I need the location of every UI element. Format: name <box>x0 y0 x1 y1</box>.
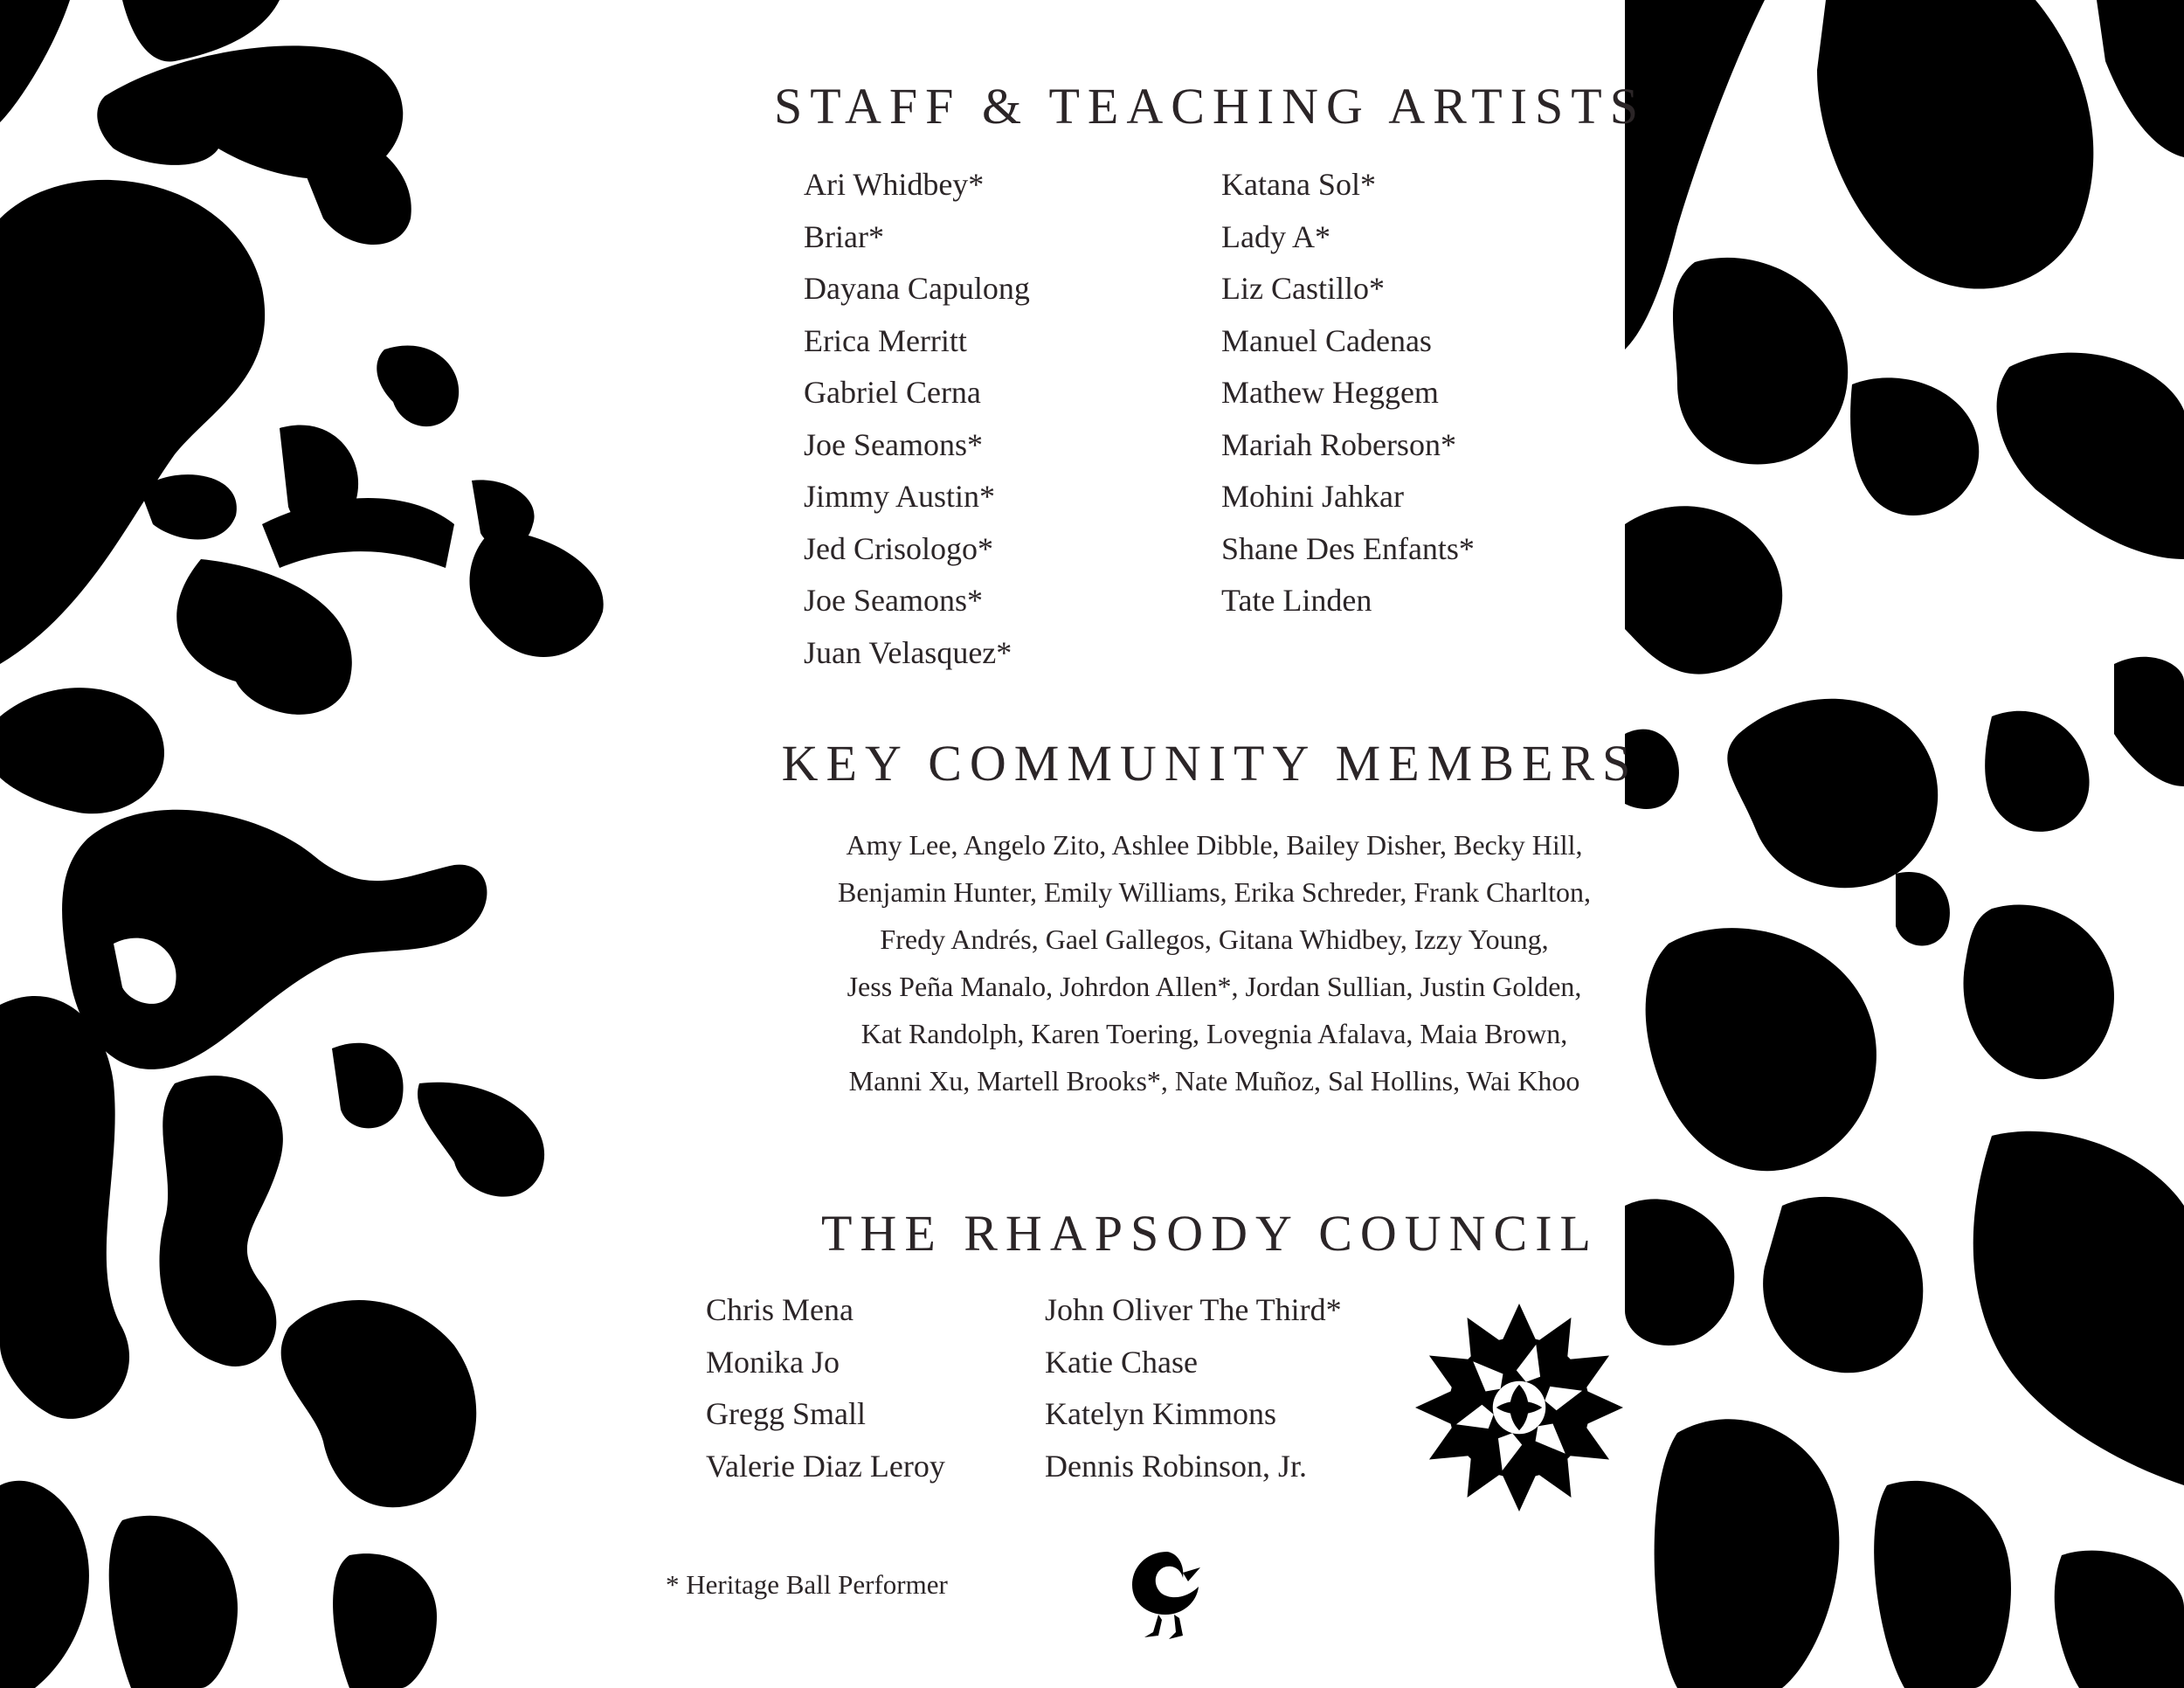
community-heading: KEY COMMUNITY MEMBERS <box>781 735 1639 792</box>
community-line: Manni Xu, Martell Brooks*, Nate Muñoz, Sal Hollins, Wai Khoo <box>848 1065 1580 1097</box>
community-line: Kat Randolph, Karen Toering, Lovegnia Afalava, Maia Brown, <box>860 1018 1568 1049</box>
council-name: Katie Chase <box>1045 1344 1198 1380</box>
council-name: Chris Mena <box>706 1292 854 1327</box>
council-name: John Oliver The Third* <box>1045 1292 1342 1327</box>
sankofa-bird-icon <box>1127 1546 1207 1643</box>
left-decorative-pattern <box>0 0 629 1688</box>
community-line: Benjamin Hunter, Emily Williams, Erika Schreder, Frank Charlton, <box>837 876 1592 908</box>
staff-name: Jed Crisologo* <box>804 530 994 566</box>
staff-name: Manuel Cadenas <box>1221 322 1432 358</box>
staff-name: Lady A* <box>1221 218 1330 254</box>
staff-name: Ari Whidbey* <box>804 167 985 202</box>
staff-name: Joe Seamons* <box>804 426 983 462</box>
staff-name: Katana Sol* <box>1221 167 1376 202</box>
council-name: Valerie Diaz Leroy <box>706 1448 945 1484</box>
staff-name: Dayana Capulong <box>804 271 1030 306</box>
council-name: Monika Jo <box>706 1344 840 1380</box>
community-line: Fredy Andrés, Gael Gallegos, Gitana Whidbey, Izzy Young, <box>880 924 1549 955</box>
staff-name: Erica Merritt <box>804 322 967 358</box>
staff-column-2 <box>1221 159 1475 627</box>
staff-name: Jimmy Austin* <box>804 479 996 514</box>
staff-name: Joe Seamons* <box>804 583 983 618</box>
council-column-1 <box>706 1284 945 1492</box>
council-name: Katelyn Kimmons <box>1045 1396 1276 1431</box>
lotus-flower-icon <box>1413 1302 1625 1513</box>
staff-name: Briar* <box>804 218 884 254</box>
staff-name: Mariah Roberson* <box>1221 426 1456 462</box>
staff-name: Liz Castillo* <box>1221 271 1385 306</box>
staff-name: Shane Des Enfants* <box>1221 530 1475 566</box>
council-name: Gregg Small <box>706 1396 866 1431</box>
council-name: Dennis Robinson, Jr. <box>1045 1448 1308 1484</box>
staff-name: Mohini Jahkar <box>1221 479 1404 514</box>
staff-name: Gabriel Cerna <box>804 375 981 410</box>
community-line: Jess Peña Manalo, Johrdon Allen*, Jordan Sullian, Justin Golden, <box>847 971 1582 1002</box>
staff-column-1 <box>804 159 1030 679</box>
community-list <box>646 821 1782 1104</box>
council-heading: THE RHAPSODY COUNCIL <box>821 1205 1599 1262</box>
staff-name: Mathew Heggem <box>1221 375 1439 410</box>
staff-name: Tate Linden <box>1221 583 1372 618</box>
staff-heading: STAFF & TEACHING ARTISTS <box>774 78 1646 135</box>
footnote: * Heritage Ball Performer <box>666 1569 948 1600</box>
staff-name: Juan Velasquez* <box>804 634 1013 670</box>
council-column-2 <box>1045 1284 1342 1492</box>
community-line: Amy Lee, Angelo Zito, Ashlee Dibble, Bailey Disher, Becky Hill, <box>846 829 1583 861</box>
